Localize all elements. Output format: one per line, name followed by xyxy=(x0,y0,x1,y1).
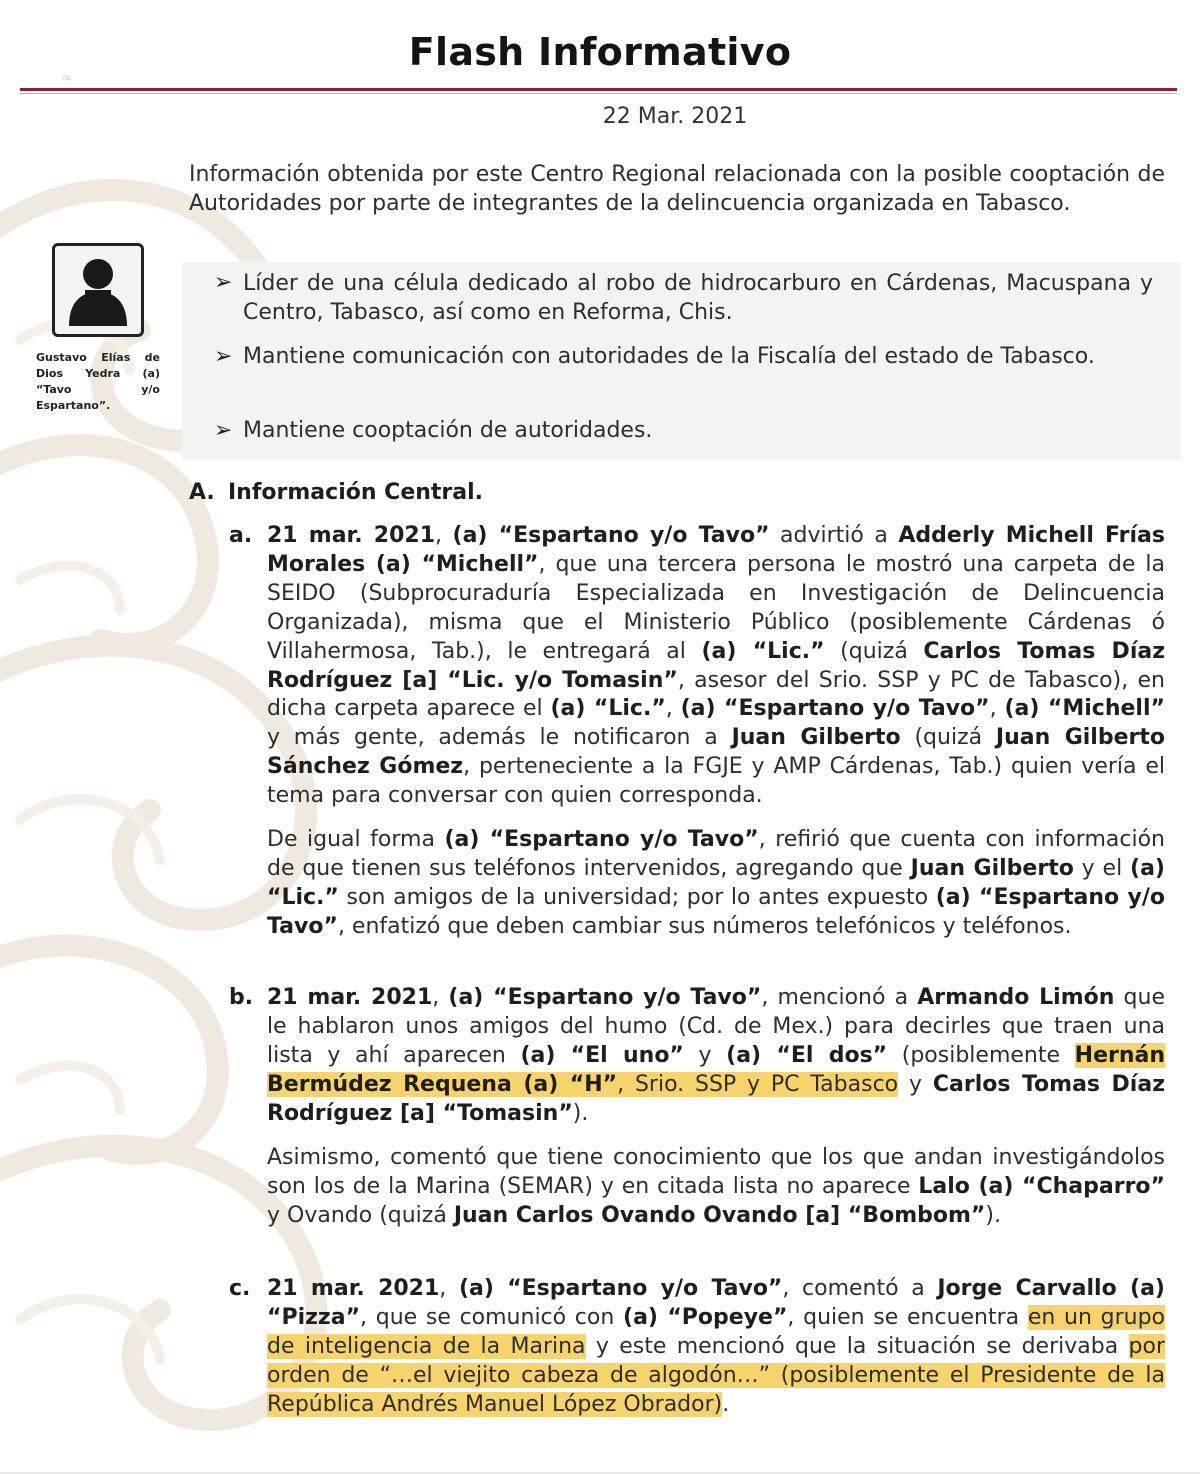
bold-text: (a) “Lic.” xyxy=(267,855,1165,910)
bullet-arrow-icon: ➢ xyxy=(214,418,233,443)
entry-paragraph xyxy=(267,1144,1165,1231)
bold-text: Juan Carlos Ovando Ovando [a] “Bombom” xyxy=(453,1202,986,1228)
text-run: (quizá xyxy=(900,725,996,751)
text-run: que le hablaron unos amigos del humo (Cd. de Mex.) para decirles que traen una lista y ahí aparecen xyxy=(267,985,1165,1068)
text-run: y este mencionó que la situación se derivaba xyxy=(585,1333,1129,1359)
bold-text: (a) “Michell” xyxy=(1004,696,1165,722)
bold-text: (a) “Lic.” xyxy=(701,638,825,664)
section-letter: A. xyxy=(189,480,215,505)
page-title: Flash Informativo xyxy=(408,30,792,74)
bullet-arrow-icon: ➢ xyxy=(214,344,233,369)
bold-text: (a) “Espartano y/o Tavo” xyxy=(452,523,770,548)
bold-text: (a) “Espartano y/o Tavo” xyxy=(267,884,1166,939)
entry-label: a. xyxy=(229,523,253,548)
bold-text: (a) “Popeye” xyxy=(623,1304,788,1330)
text-run: , xyxy=(439,1276,459,1301)
bold-text: Lalo (a) “Chaparro” xyxy=(918,1173,1165,1199)
text-run: y el xyxy=(1073,855,1131,881)
text-run: (posiblemente xyxy=(887,1042,1075,1068)
entry-label: c. xyxy=(229,1276,251,1301)
text-run: y xyxy=(683,1042,727,1068)
highlighted-text: por orden de “…el viejito cabeza de algodón…” (posiblemente el Presidente de la República Andrés Manuel López Obrador) xyxy=(267,1333,1165,1417)
text-run: , xyxy=(989,696,1005,722)
header-rule xyxy=(20,88,1177,91)
bold-text: 21 mar. 2021 xyxy=(267,523,436,548)
text-run: y más gente, además le notificaron a xyxy=(267,725,732,751)
bold-text: (a) “Espartano y/o Tavo” xyxy=(448,985,762,1010)
text-run: , que se comunicó con xyxy=(360,1304,624,1330)
section-title: Información Central. xyxy=(228,480,484,505)
bold-text: 21 mar. 2021 xyxy=(267,985,433,1010)
bold-text: (a) “Espartano y/o Tavo” xyxy=(458,1276,783,1301)
entry-paragraph xyxy=(267,522,1165,811)
entry-paragraph xyxy=(267,1275,1165,1420)
bold-text: (a) “El dos” xyxy=(726,1042,888,1068)
subject-caption: Gustavo Elías de Dios Yedra (a) “Tavo y/o Espartano”. xyxy=(36,351,160,412)
summary-item: Mantiene comunicación con autoridades de la Fiscalía del estado de Tabasco. xyxy=(243,344,1095,369)
text-run: , refirió que cuenta con información de que tienen sus teléfonos intervenidos, agregando que xyxy=(267,827,1165,881)
text-run: ). xyxy=(572,1100,589,1126)
entry-paragraph xyxy=(267,826,1165,942)
intro-paragraph: Información obtenida por este Centro Regional relacionada con la posible cooptación de Autoridades por parte de integrantes de la delincuencia organizada en Tabasco. xyxy=(189,162,1165,216)
text-run: De igual forma xyxy=(267,827,445,852)
bold-text: (a) “Espartano y/o Tavo” xyxy=(444,827,759,852)
text-run: son amigos de la universidad; por lo antes expuesto xyxy=(338,884,936,910)
highlighted-text: Hernán Bermúdez Requena (a) “H” xyxy=(267,1042,1166,1097)
text-run: y xyxy=(898,1071,933,1097)
bold-text: Carlos Tomas Díaz Rodríguez [a] “Lic. y/o Tomasin” xyxy=(267,638,1166,693)
text-run: , enfatizó que deben cambiar sus números telefónicos y teléfonos. xyxy=(337,913,1072,939)
bold-text: Juan Gilberto xyxy=(731,725,901,751)
text-run: Asimismo, comentó que tiene conocimiento que los que andan investigándolos son los de la Marina (SEMAR) y en citada lista no aparece xyxy=(267,1145,1165,1199)
text-run: ). xyxy=(985,1202,1001,1228)
summary-item: Líder de una célula dedicado al robo de hidrocarburo en Cárdenas, Macuspana y Centro, Tabasco, así como en Reforma, Chis. xyxy=(243,271,1153,325)
bold-text: (a) “Espartano y/o Tavo” xyxy=(680,696,990,722)
text-run: advirtió a xyxy=(769,523,899,548)
text-run: , que una tercera persona le mostró una carpeta de la SEIDO (Subprocuraduría Especializada en Investigación de Delincuencia Organizada), misma que el Ministerio Público (posiblemente Cárdenas ó Villahermosa, Tab.), le entregará al xyxy=(267,551,1165,664)
bold-text: (a) “Lic.” xyxy=(550,696,666,722)
highlighted-text: en un grupo de inteligencia de la Marina xyxy=(267,1304,1165,1359)
bold-text: Carlos Tomas Díaz Rodríguez [a] “Tomasin” xyxy=(267,1071,1165,1126)
summary-item: Mantiene cooptación de autoridades. xyxy=(243,418,653,443)
bold-text: (a) “El uno” xyxy=(520,1042,684,1068)
entry-paragraph xyxy=(267,984,1165,1129)
highlighted-text: , Srio. SSP y PC Tabasco xyxy=(617,1071,899,1097)
bold-text: Jorge Carvallo (a) “Pizza” xyxy=(267,1276,1165,1330)
bold-text: Juan Gilberto Sánchez Gómez xyxy=(267,725,1165,780)
text-run: , perteneciente a la FGJE y AMP Cárdenas, Tab.) quien vería el tema para conversar con quien corresponda. xyxy=(267,754,1165,809)
entry-label: b. xyxy=(229,985,254,1010)
text-run: , xyxy=(435,523,453,548)
text-run: y Ovando (quizá xyxy=(267,1202,454,1228)
text-run: , quien se encuentra xyxy=(787,1304,1028,1330)
person-silhouette-icon xyxy=(55,246,141,334)
text-run: , xyxy=(432,985,449,1010)
bold-text: 21 mar. 2021 xyxy=(267,1276,440,1301)
text-run: (quizá xyxy=(824,638,924,664)
text-run: , mencionó a xyxy=(761,985,918,1010)
bold-text: Adderly Michell Frías Morales (a) “Michell” xyxy=(267,523,1165,577)
document-date: 22 Mar. 2021 xyxy=(602,104,748,129)
bullet-arrow-icon: ➢ xyxy=(214,270,233,295)
text-run: , comentó a xyxy=(782,1276,938,1301)
bold-text: Armando Limón xyxy=(917,985,1115,1010)
header-rule-thin xyxy=(20,93,1177,94)
bold-text: Juan Gilberto xyxy=(910,855,1074,881)
subject-photo xyxy=(52,243,144,337)
header-mark: np xyxy=(62,74,71,82)
text-run: . xyxy=(722,1391,730,1417)
text-run: , xyxy=(665,696,681,722)
text-run: , asesor del Srio. SSP y PC de Tabasco), en dicha carpeta aparece el xyxy=(267,667,1165,722)
